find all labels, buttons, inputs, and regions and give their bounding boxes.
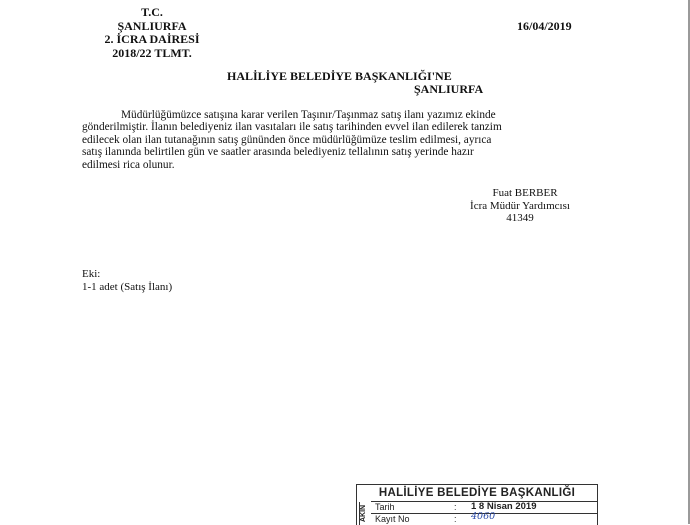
- stamp-title: HALİLİYE BELEDİYE BAŞKANLIĞI: [378, 487, 576, 499]
- signer-name: Fuat BERBER: [492, 187, 558, 199]
- body-line: Müdürlüğümüzce satışına karar verilen Taşınır/Taşınmaz satış ilanı yazımız ekinde: [121, 109, 496, 121]
- letter-body: [82, 109, 582, 171]
- header-office: 2. İCRA DAİRESİ: [104, 32, 200, 46]
- body-line: edilmesi rica olunur.: [82, 158, 175, 171]
- stamp-record-row: [371, 513, 597, 525]
- signature-block: [455, 187, 585, 225]
- header-country: T.C.: [141, 5, 163, 19]
- body-line: gönderilmiştir. İlanın belediyeniz ilan vasıtaları ile satış tarihinden evvel ilan edilerek tanzim: [82, 121, 502, 134]
- stamp-record-colon: :: [454, 514, 457, 524]
- stamp-record-value: 4060: [471, 511, 496, 522]
- court-header: [82, 6, 222, 60]
- recipient-city: ŞANLIURFA: [414, 82, 484, 96]
- document-date: 16/04/2019: [517, 19, 572, 33]
- signer-number: 41349: [506, 212, 534, 224]
- stamp-record-label: Kayıt No: [375, 514, 410, 524]
- attachments-label: Eki:: [82, 268, 101, 280]
- header-file-number: 2018/22 TLMT.: [112, 45, 192, 60]
- stamp-date-label: Tarih: [375, 502, 395, 512]
- header-city: ŞANLIURFA: [117, 18, 187, 33]
- body-line: edilecek olan ilan tutanağının satış gününden önce müdürlüğümüze teslim edilmesi, ayrıca: [82, 133, 492, 146]
- attachments: [82, 268, 172, 294]
- stamp-date-value: 1 8 Nisan 2019: [471, 501, 537, 512]
- recipient-name: HALİLİYE BELEDİYE BAŞKANLIĞI'NE: [227, 69, 452, 83]
- body-line: satış ilanında belirtilen gün ve saatler arasında belediyeniz tellalının satış yerinde hazır: [82, 146, 474, 159]
- receipt-stamp: [356, 484, 598, 525]
- stamp-date-colon: :: [454, 502, 457, 512]
- signer-title: İcra Müdür Yardımcısı: [470, 199, 570, 212]
- stamp-side-label: AKIN: [359, 502, 371, 525]
- attachment-item: 1-1 adet (Satış İlanı): [82, 281, 173, 293]
